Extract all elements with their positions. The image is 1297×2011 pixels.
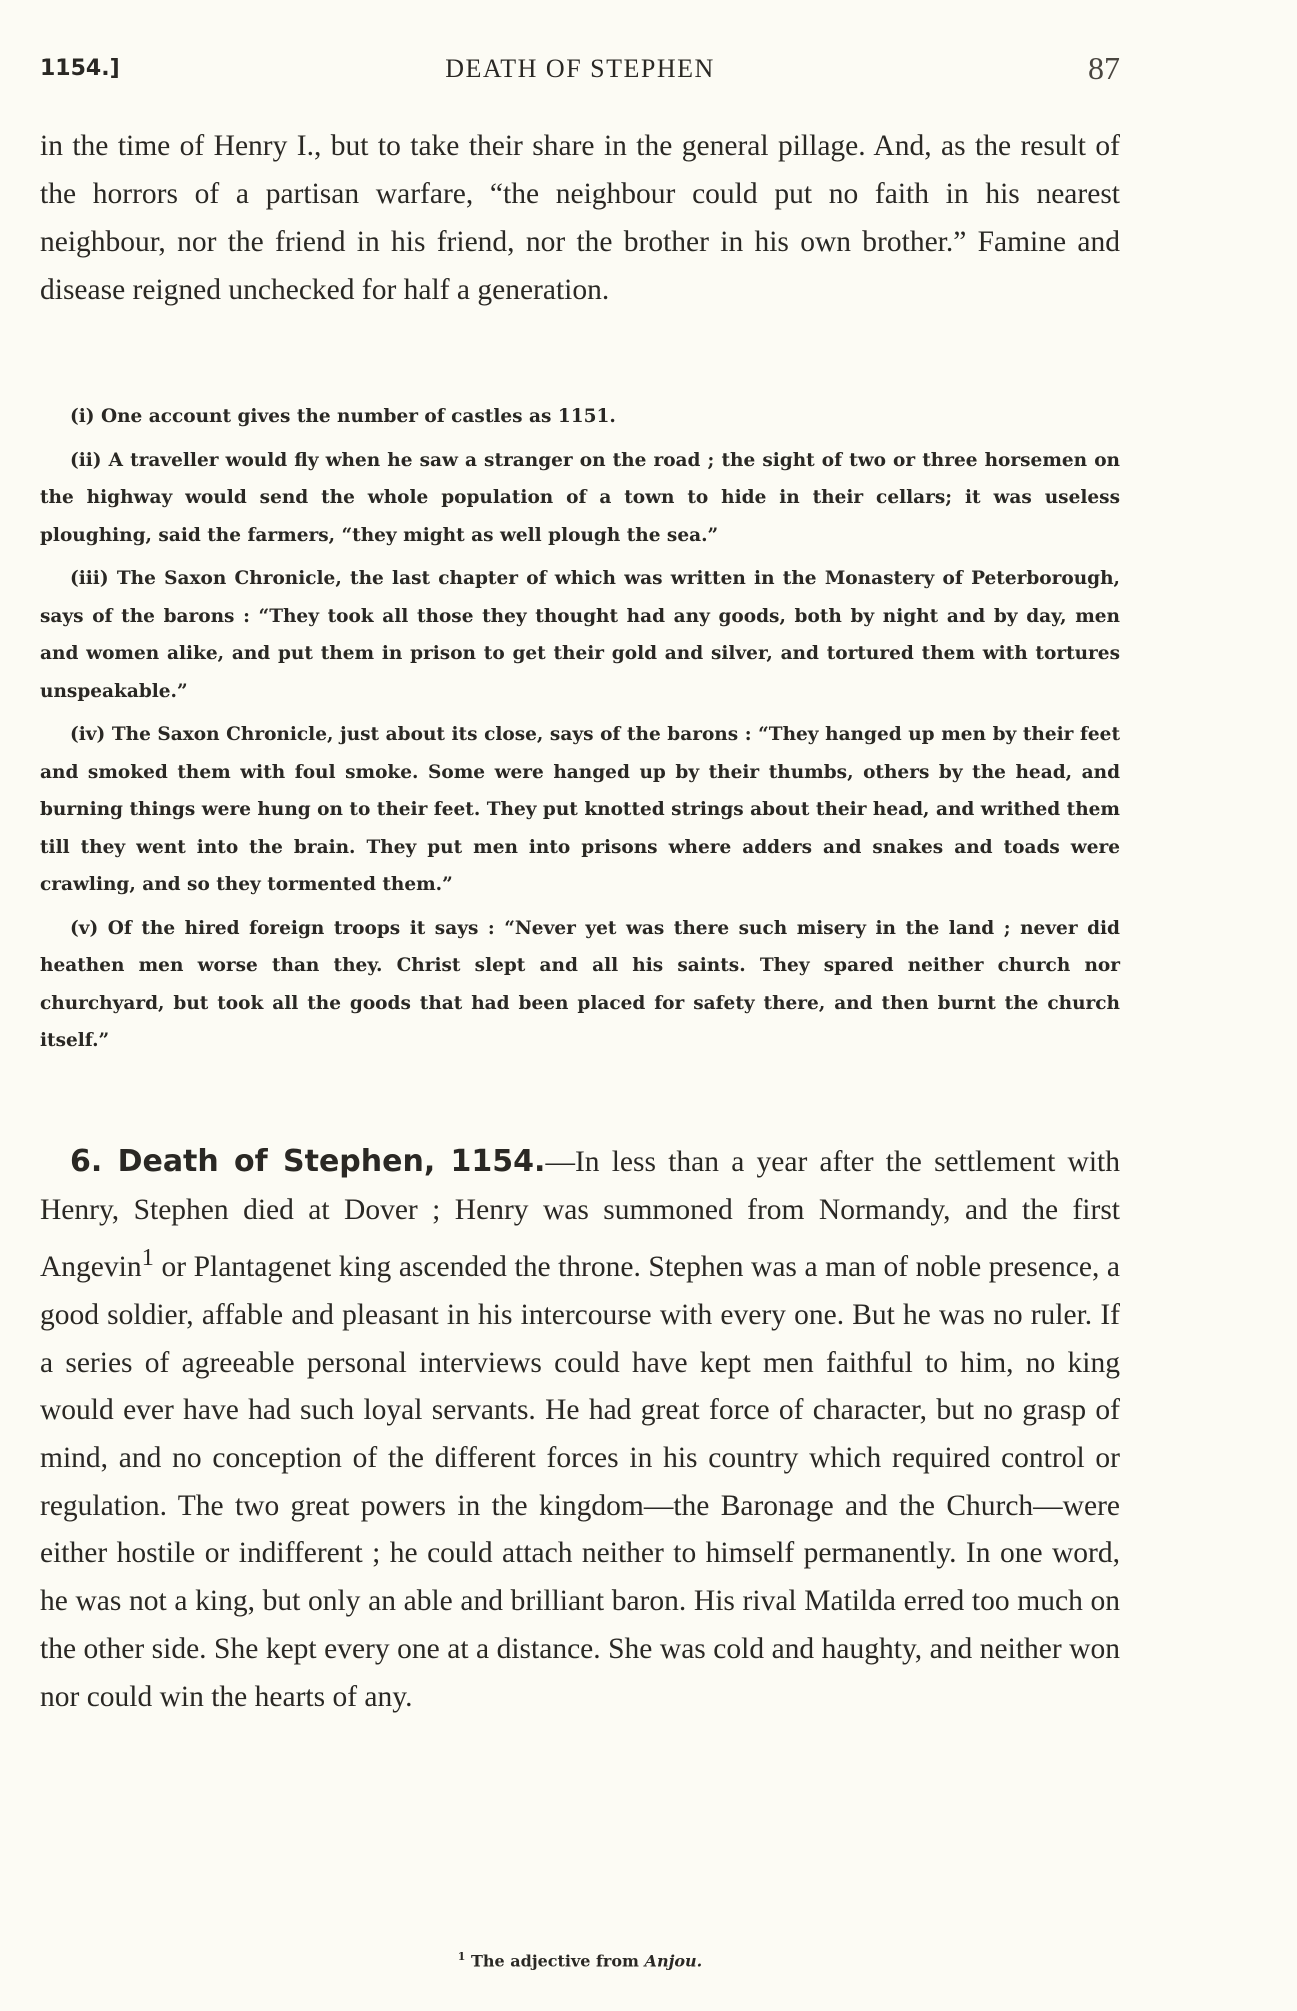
intro-paragraph: in the time of Henry I., but to take their share in the general pillage. And, as the result of the horrors of a partisan warfare, “the neighbour could put no faith in his nearest neighbour, nor the friend in his friend, nor the brother in his own brother.” Famine and disease reigned unchecked for half a generation. xyxy=(40,130,1120,306)
header-year: 1154.] xyxy=(40,56,120,81)
section-heading: 6. Death of Stephen, 1154. xyxy=(70,1144,546,1179)
note-item: (ii) A traveller would fly when he saw a stranger on the road ; the sight of two or three horsemen on the highway would send the whole population of a town to hide in their cellars; it was useless ploughing, said the farmers, “they might as well plough the sea.” xyxy=(40,449,1120,546)
footnote-reference: 1 xyxy=(141,1244,154,1272)
running-header xyxy=(40,46,1120,96)
footnote xyxy=(40,1950,1120,1970)
header-title: DEATH OF STEPHEN xyxy=(445,54,715,83)
note-item: (iv) The Saxon Chronicle, just about its close, says of the barons : “They hanged up men by their feet and smoked them with foul smoke. Some were hanged up by their thumbs, others by the head, and burning things were hung on to their feet. They put knotted strings about their head, and writhed them till they went into the brain. They put men into prisons where adders and snakes and toads were crawling, and so they tormented them.” xyxy=(40,724,1120,895)
note-item: (iii) The Saxon Chronicle, the last chapter of which was written in the Monastery of Peterborough, says of the barons : “They took all those they thought had any goods, both by night and by day, men and women alike, and put them in prison to get their gold and silver, and tortured them with tortures unspeakable.” xyxy=(40,568,1120,702)
footnote-marker: 1 xyxy=(457,1950,466,1963)
footnote-italic-word: Anjou. xyxy=(644,1951,703,1971)
section-text-part-1: —In less than a year after the settlement with Henry, Stephen died at Dover ; Henry was summoned from Normandy, and the first Angevin xyxy=(40,1146,1120,1284)
section-paragraph xyxy=(40,1138,1120,1721)
note-item: (v) Of the hired foreign troops it says : “Never yet was there such misery in the land ; never did heathen men worse than they. Christ slept and all his saints. They spared neither church nor churchyard, but took all the goods that had been placed for safety there, and then burnt the church itself.” xyxy=(40,917,1120,1051)
section-text-part-2: or Plantagenet king ascended the throne. Stephen was a man of noble presence, a good soldier, affable and pleasant in his intercourse with every one. But he was no ruler. If a series of agreeable personal interviews could have kept men faithful to him, no king would ever have had such loyal servants. He had great force of character, but no grasp of mind, and no conception of the different forces in his country which required control or regulation. The two great powers in the kingdom—the Baronage and the Church—were either hostile or indifferent ; he could attach neither to himself permanently. In one word, he was not a king, but only an able and brilliant baron. His rival Matilda erred too much on the other side. She kept every one at a distance. She was cold and haughty, and neither won nor could win the hearts of any. xyxy=(40,1251,1120,1713)
book-page xyxy=(40,40,1120,2000)
note-item: (i) One account gives the number of castles as 1151. xyxy=(70,406,616,427)
page-number: 87 xyxy=(1088,50,1120,86)
footnote-text: The adjective from xyxy=(465,1951,645,1971)
notes-list xyxy=(40,398,1120,1066)
